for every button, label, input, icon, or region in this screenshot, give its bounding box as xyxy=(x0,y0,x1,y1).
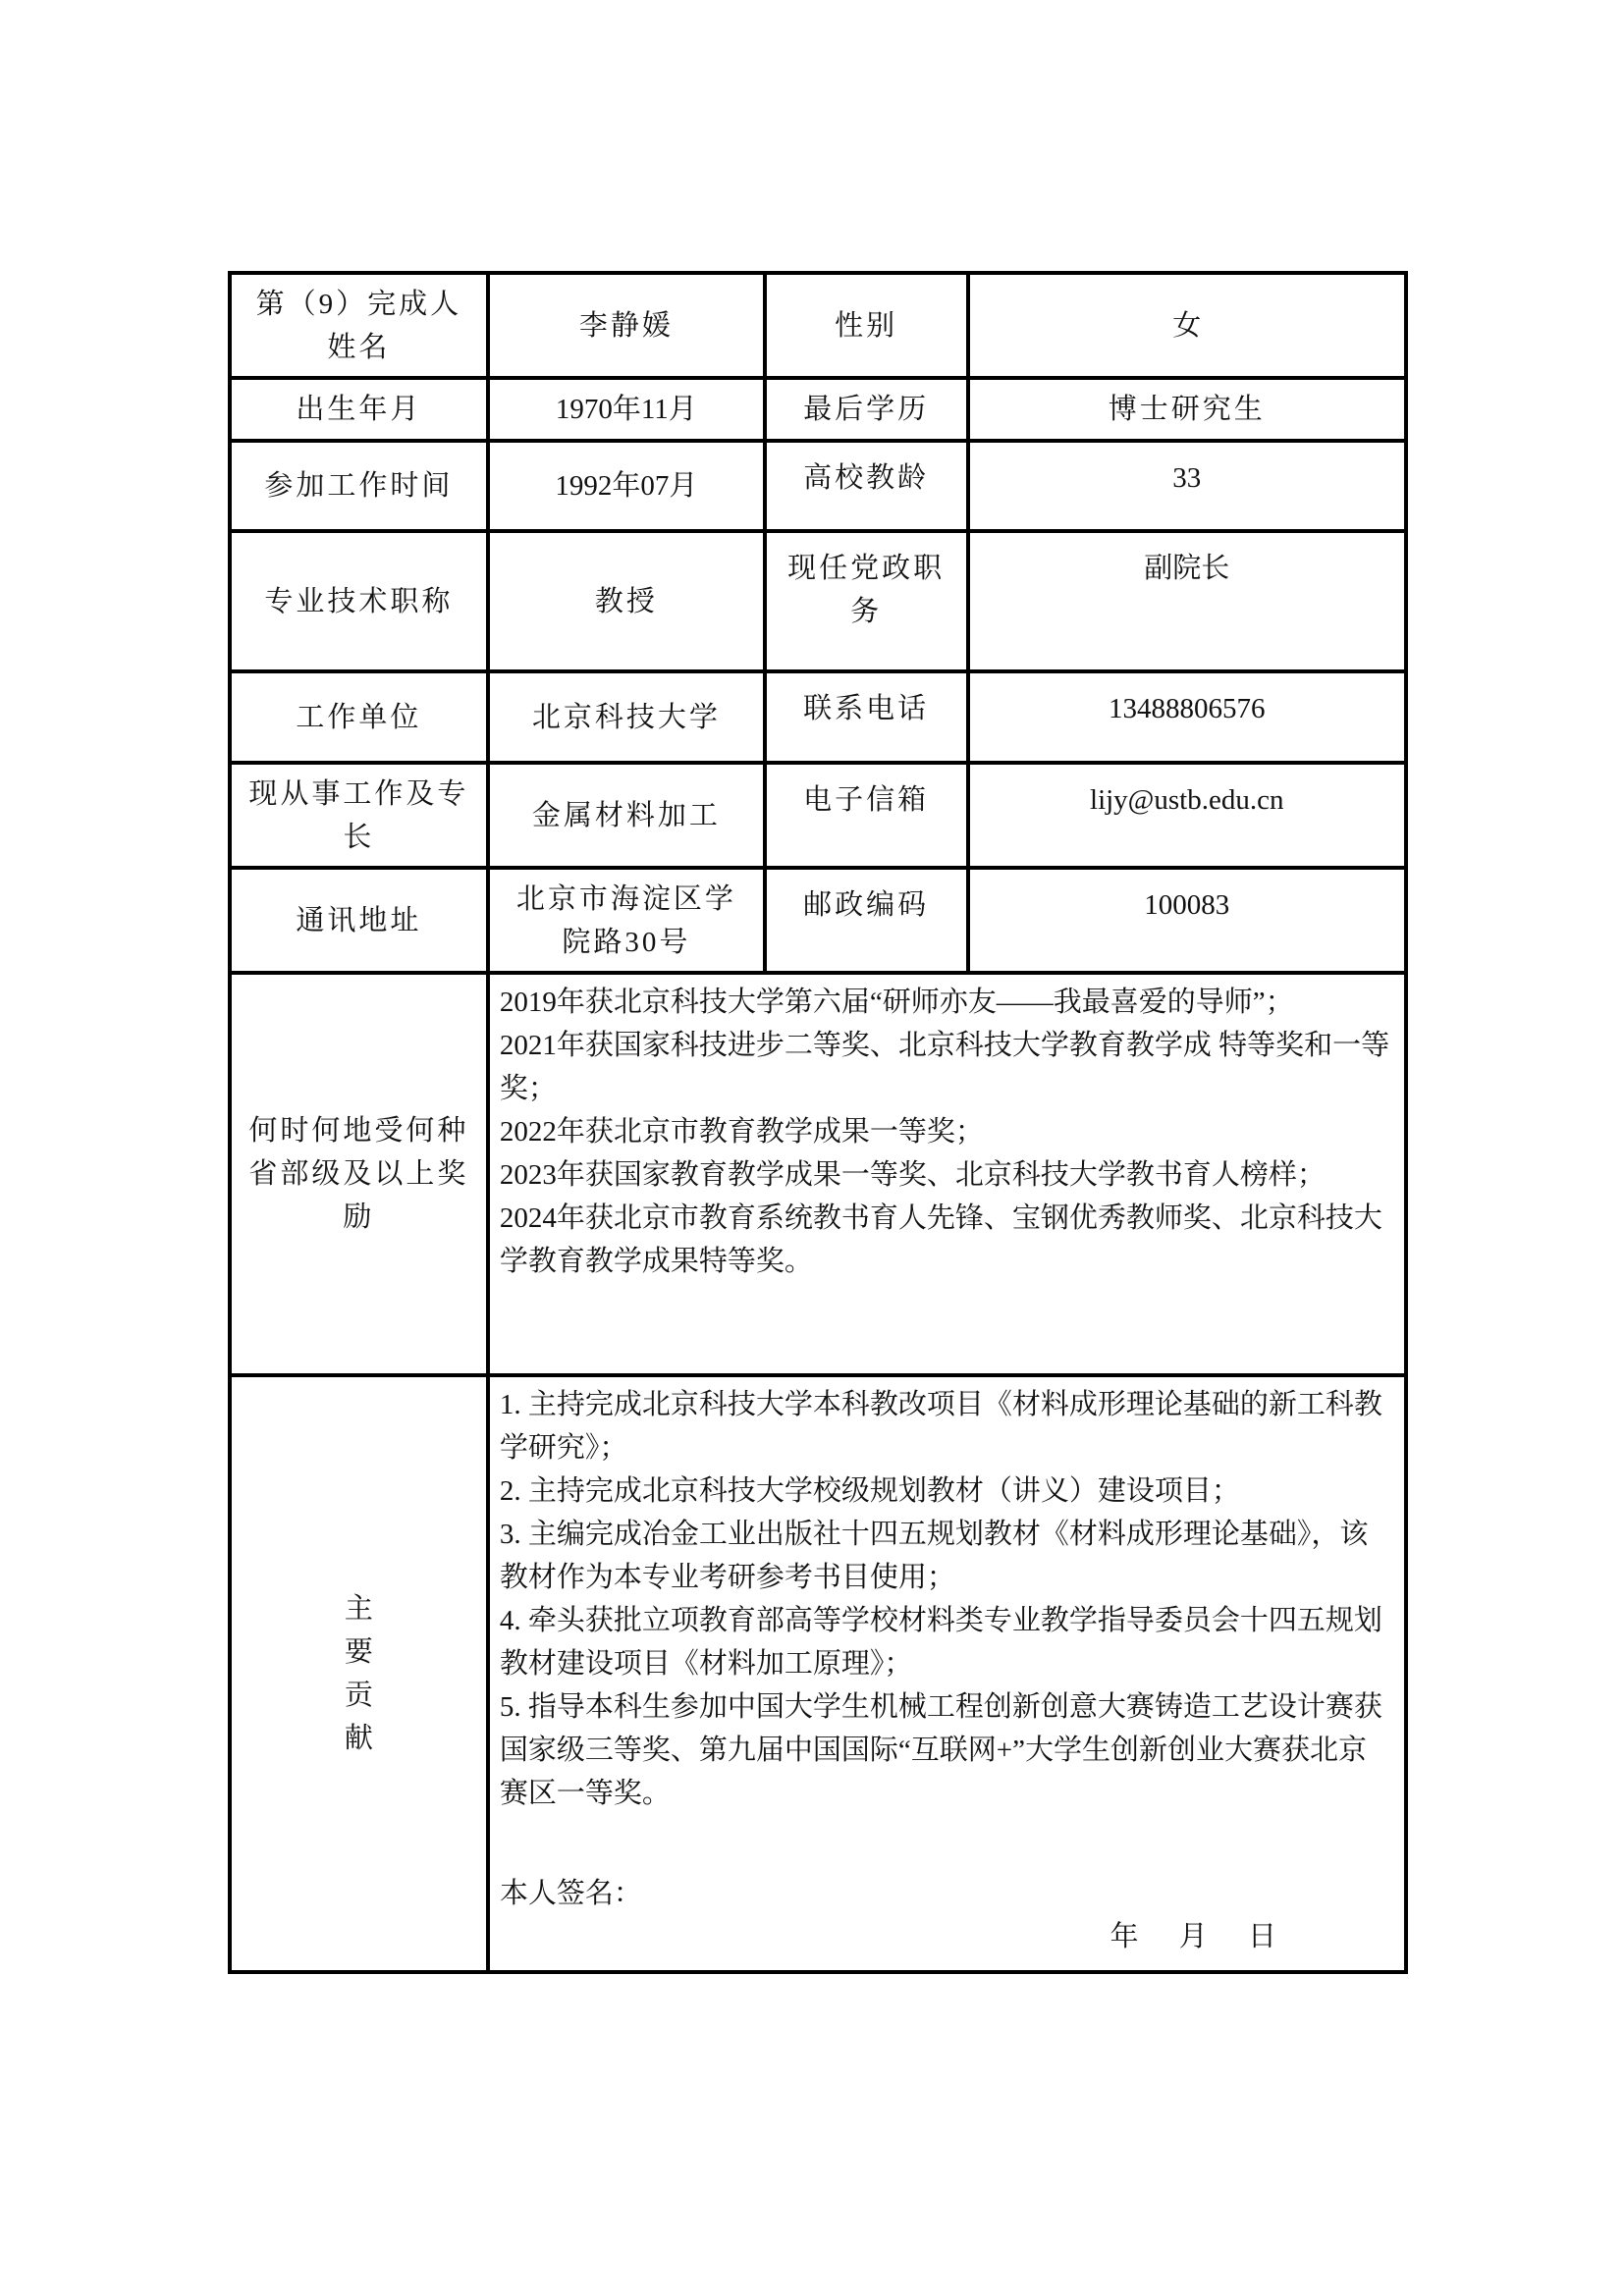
table-row xyxy=(230,273,1406,378)
completer-info-table xyxy=(228,271,1408,1974)
specialty-value: 金属材料加工 xyxy=(488,763,765,868)
signature-date xyxy=(500,1915,1394,1958)
contribution-item: 2. 主持完成北京科技大学校级规划教材（讲义）建设项目； xyxy=(499,1475,1240,1507)
contribution-item: 1. 主持完成北京科技大学本科教改项目《材料成形理论基础的新工科教学研究》； xyxy=(499,1389,1382,1464)
name-value: 李静媛 xyxy=(488,273,765,378)
awards-list xyxy=(488,973,1406,1375)
contribution-item: 4. 牵头获批立项教育部高等学校材料类专业教学指导委员会十四五规划教材建设项目《材料加工原理》； xyxy=(499,1605,1382,1680)
title-label: 专业技术职称 xyxy=(230,531,488,671)
contribution-item: 3. 主编完成冶金工业出版社十四五规划教材《材料成形理论基础》，该教材作为本专业考研参考书目使用； xyxy=(499,1519,1369,1593)
table-row xyxy=(230,531,1406,671)
position-value: 副院长 xyxy=(968,531,1407,671)
specialty-label: 现从事工作及专长 xyxy=(230,763,488,868)
address-label: 通讯地址 xyxy=(230,868,488,973)
award-item: 2023年获国家教育教学成果一等奖、北京科技大学教书育人榜样； xyxy=(499,1159,1326,1191)
table-row xyxy=(230,378,1406,441)
gender-label: 性别 xyxy=(765,273,968,378)
education-value: 博士研究生 xyxy=(968,378,1407,441)
birth-label: 出生年月 xyxy=(230,378,488,441)
award-item: 2019年获北京科技大学第六届“研师亦友——我最喜爱的导师”； xyxy=(499,987,1294,1018)
email-label: 电子信箱 xyxy=(765,763,968,868)
award-item: 2024年获北京市教育系统教书育人先锋、宝钢优秀教师奖、北京科技大学教育教学成果特等奖。 xyxy=(499,1202,1382,1277)
award-item: 2022年获北京市教育教学成果一等奖； xyxy=(499,1116,984,1148)
award-item: 2021年获国家科技进步二等奖、北京科技大学教育教学成 特等奖和一等奖； xyxy=(499,1030,1390,1104)
position-label: 现任党政职务 xyxy=(765,531,968,671)
contribution-item: 5. 指导本科生参加中国大学生机械工程创新创意大赛铸造工艺设计赛获国家级三等奖、第九届中国国际“互联网+”大学生创新创业大赛获北京赛区一等奖。 xyxy=(499,1691,1382,1809)
birth-value: 1970年11月 xyxy=(488,378,765,441)
contributions-label: 主要贡献 xyxy=(230,1375,488,1972)
gender-value: 女 xyxy=(968,273,1407,378)
email-value: lijy@ustb.edu.cn xyxy=(968,763,1407,868)
work-start-value: 1992年07月 xyxy=(488,441,765,531)
table-row xyxy=(230,763,1406,868)
phone-value: 13488806576 xyxy=(968,671,1407,763)
awards-label: 何时何地受何种省部级及以上奖励 xyxy=(230,973,488,1375)
teaching-years-value: 33 xyxy=(968,441,1407,531)
date-month: 月 xyxy=(1178,1921,1208,1952)
contributions-list xyxy=(488,1375,1406,1972)
education-label: 最后学历 xyxy=(765,378,968,441)
table-row xyxy=(230,868,1406,973)
table-row xyxy=(230,1375,1406,1972)
phone-label: 联系电话 xyxy=(765,671,968,763)
title-value: 教授 xyxy=(488,531,765,671)
table-row xyxy=(230,441,1406,531)
teaching-years-label: 高校教龄 xyxy=(765,441,968,531)
table-row xyxy=(230,671,1406,763)
postcode-label: 邮政编码 xyxy=(765,868,968,973)
table-row xyxy=(230,973,1406,1375)
employer-label: 工作单位 xyxy=(230,671,488,763)
date-year: 年 xyxy=(1110,1921,1139,1952)
address-value: 北京市海淀区学院路30号 xyxy=(488,868,765,973)
postcode-value: 100083 xyxy=(968,868,1407,973)
date-day: 日 xyxy=(1247,1921,1276,1952)
name-label: 第（9）完成人姓名 xyxy=(230,273,488,378)
work-start-label: 参加工作时间 xyxy=(230,441,488,531)
employer-value: 北京科技大学 xyxy=(488,671,765,763)
signature-label: 本人签名： xyxy=(499,1878,642,1909)
